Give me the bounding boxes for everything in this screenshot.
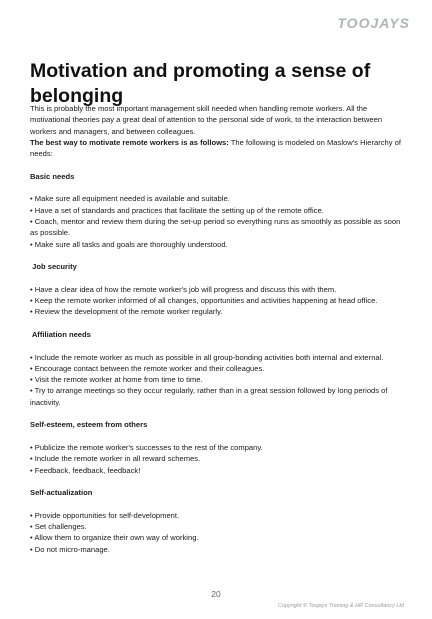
- section-heading-job-security: Job security: [30, 262, 77, 272]
- list-item: • Feedback, feedback, feedback!: [30, 465, 141, 475]
- list-item: • Try to arrange meetings so they occur regularly, rather than in a great session followed by long periods of inactivity.: [30, 386, 388, 407]
- list-item: • Set challenges.: [30, 521, 87, 531]
- company-logo: TOOJAYS: [337, 15, 410, 31]
- list-item: • Have a set of standards and practices that facilitate the setting up of the remote office.: [30, 205, 324, 215]
- list-item: • Include the remote worker in all reward schemes.: [30, 454, 201, 464]
- list-item: • Publicize the remote worker's successes to the rest of the company.: [30, 442, 263, 452]
- list-item: • Make sure all tasks and goals are thoroughly understood.: [30, 239, 228, 249]
- document-body: [30, 103, 406, 555]
- list-item: • Make sure all equipment needed is available and suitable.: [30, 194, 230, 204]
- intro-lead-rest: The following is modeled on Maslow's Hierarchy of needs:: [30, 137, 402, 159]
- list-item: • Allow them to organize their own way of working.: [30, 533, 199, 543]
- list-item: • Coach, mentor and review them during the set-up period so everything runs as smoothly as possible as soon as possible.: [30, 216, 401, 238]
- page-number: 20: [211, 589, 221, 599]
- section-heading-self-esteem: Self-esteem, esteem from others: [30, 420, 148, 430]
- list-item: • Do not micro-manage.: [30, 544, 110, 554]
- section-heading-basic-needs: Basic needs: [30, 171, 75, 181]
- list-item: • Include the remote worker as much as possible in all group-bonding activities both internal and external.: [30, 352, 384, 362]
- list-item: • Visit the remote worker at home from time to time.: [30, 375, 203, 385]
- page-title: Motivation and promoting a sense of belonging: [30, 60, 371, 108]
- section-heading-self-actualization: Self-actualization: [30, 488, 93, 498]
- list-item: • Encourage contact between the remote worker and their colleagues.: [30, 363, 265, 373]
- intro-bold-lead: The best way to motivate remote workers is as follows:: [30, 137, 229, 147]
- list-item: • Provide opportunities for self-development.: [30, 510, 180, 520]
- section-heading-affiliation-needs: Affiliation needs: [30, 329, 91, 339]
- list-item: • Keep the remote worker informed of all changes, opportunities and activities happening at head office.: [30, 296, 378, 306]
- intro-lead-paragraph: [30, 137, 406, 160]
- list-item: • Review the development of the remote worker regularly.: [30, 307, 223, 317]
- copyright-notice: Copyright © Toojays Training & HR Consultancy Ltd: [277, 603, 404, 609]
- intro-paragraph: This is probably the most important management skill needed when handling remote workers. All the motivational theories pay a great deal of attention to the personal side of work, to the interaction between workers and managers, and between colleagues.: [30, 104, 383, 136]
- list-item: • Have a clear idea of how the remote worker's job will progress and discuss this with them.: [30, 284, 337, 294]
